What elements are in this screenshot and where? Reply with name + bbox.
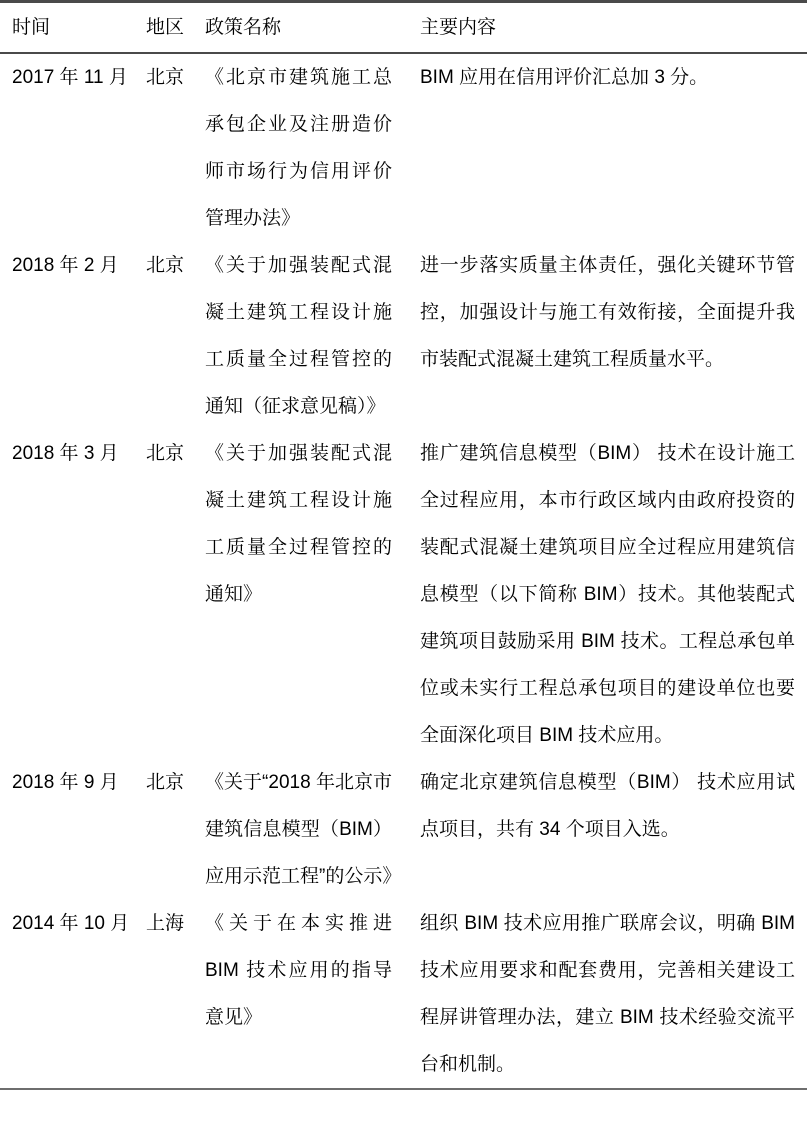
column-header-main-content: 主要内容 xyxy=(420,17,497,38)
cell-time: 2018 年 2 月 xyxy=(12,255,119,276)
cell-region: 北京 xyxy=(146,772,185,793)
cell-region: 北京 xyxy=(146,443,185,464)
table-row xyxy=(0,54,807,242)
cell-policy-name: 《关于加强装配式混凝土建筑工程设计施工质量全过程管控的通知（征求意见稿）》 xyxy=(205,255,392,417)
cell-region: 北京 xyxy=(146,67,185,88)
cell-main-content: 进一步落实质量主体责任，强化关键环节管控，加强设计与施工有效衔接，全面提升我市装配式混凝土建筑工程质量水平。 xyxy=(420,255,795,370)
cell-main-content: 确定北京建筑信息模型（BIM） 技术应用试点项目，共有 34 个项目入选。 xyxy=(420,772,795,840)
table-row xyxy=(0,242,807,430)
table-row xyxy=(0,430,807,759)
cell-time: 2017 年 11 月 xyxy=(12,67,128,88)
cell-region: 北京 xyxy=(146,255,185,276)
cell-main-content: 推广建筑信息模型（BIM） 技术在设计施工全过程应用，本市行政区域内由政府投资的装配式混凝土建筑项目应全过程应用建筑信息模型（以下简称 BIM）技术。其他装配式建筑项目鼓励采用 BIM 技术。工程总承包单位或未实行工程总承包项目的建设单位也要全面深化项目 BIM 技术应用。 xyxy=(420,443,795,746)
cell-policy-name: 《关于“2018 年北京市建筑信息模型（BIM）应用示范工程”的公示》 xyxy=(205,772,402,887)
cell-policy-name: 《关于在本实推进 BIM 技术应用的指导意见》 xyxy=(205,913,392,1028)
cell-time: 2018 年 9 月 xyxy=(12,772,119,793)
table-body xyxy=(0,54,807,1090)
column-header-region: 地区 xyxy=(146,17,185,38)
table-row xyxy=(0,759,807,900)
cell-main-content: 组织 BIM 技术应用推广联席会议，明确 BIM 技术应用要求和配套费用，完善相关建设工程屏讲管理办法，建立 BIM 技术经验交流平台和机制。 xyxy=(420,913,795,1075)
cell-region: 上海 xyxy=(146,913,185,934)
table-row xyxy=(0,900,807,1088)
cell-policy-name: 《关于加强装配式混凝土建筑工程设计施工质量全过程管控的通知》 xyxy=(205,443,392,605)
cell-main-content: BIM 应用在信用评价汇总加 3 分。 xyxy=(420,67,709,88)
column-header-policy-name: 政策名称 xyxy=(205,17,282,38)
cell-time: 2014 年 10 月 xyxy=(12,913,130,934)
cell-policy-name: 《北京市建筑施工总承包企业及注册造价师市场行为信用评价管理办法》 xyxy=(205,67,392,229)
table-header-row xyxy=(0,0,807,54)
column-header-time: 时间 xyxy=(12,17,51,38)
cell-time: 2018 年 3 月 xyxy=(12,443,119,464)
